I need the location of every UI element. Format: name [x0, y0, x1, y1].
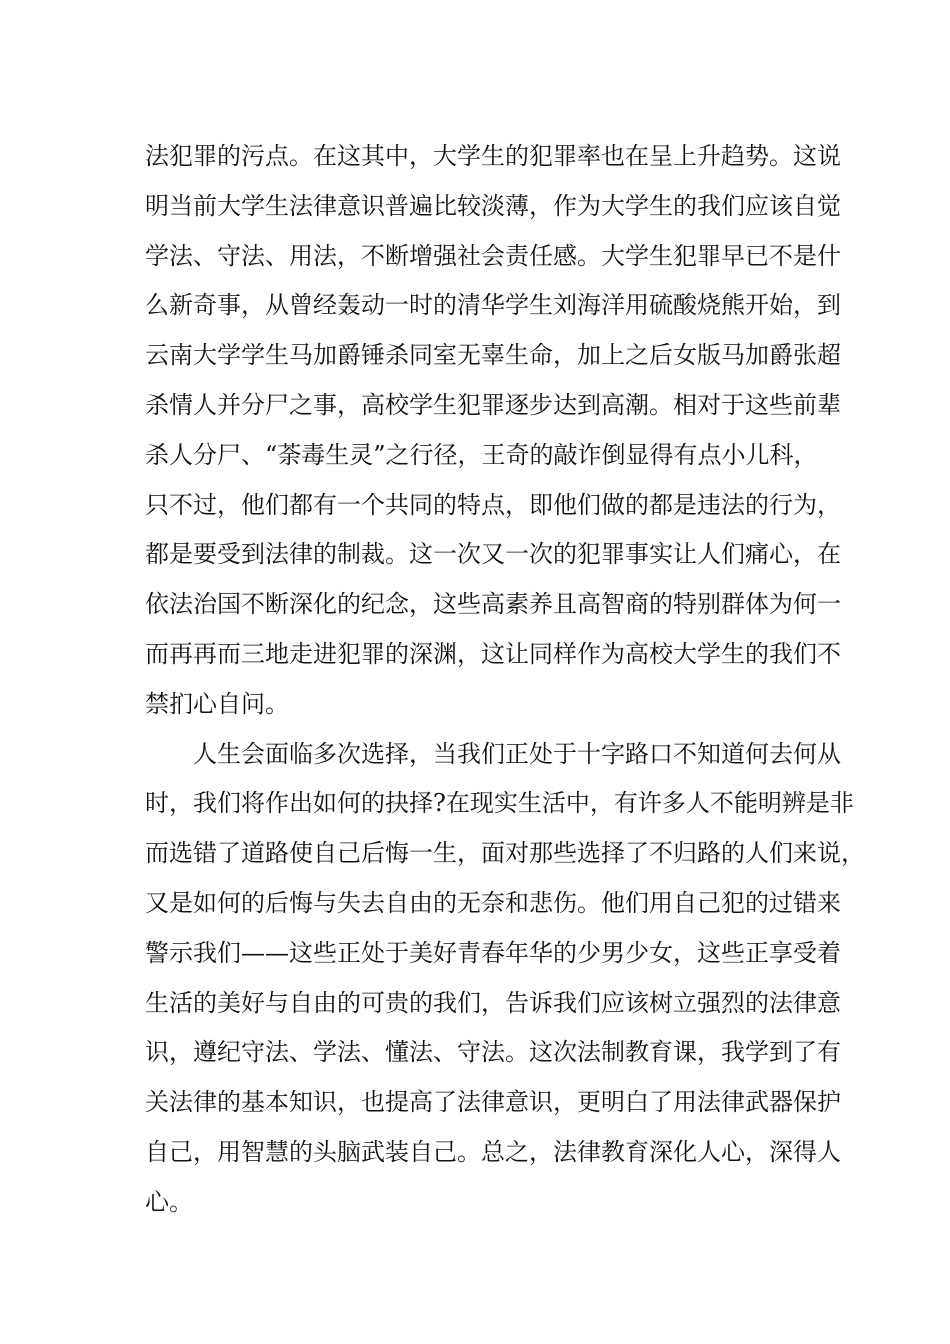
- text-line: 又是如何的后悔与失去自由的无奈和悲伤。他们用自己犯的过错来: [145, 888, 841, 917]
- text-line: 时，我们将作出如何的抉择?在现实生活中，有许多人不能明辨是非: [145, 789, 854, 818]
- text-line: 杀情人并分尸之事，高校学生犯罪逐步达到高潮。相对于这些前辈: [145, 390, 841, 419]
- text-line: 学法、守法、用法，不断增强社会责任感。大学生犯罪早已不是什: [145, 241, 841, 270]
- text-line: 识，遵纪守法、学法、懂法、守法。这次法制教育课，我学到了有: [145, 1038, 841, 1067]
- text-line: 而选错了道路使自己后悔一生，面对那些选择了不归路的人们来说，: [145, 839, 865, 868]
- text-line: 么新奇事，从曾经轰动一时的清华学生刘海洋用硫酸烧熊开始，到: [145, 291, 841, 320]
- text-line: 生活的美好与自由的可贵的我们，告诉我们应该树立强烈的法律意: [145, 988, 841, 1017]
- text-line: 关法律的基本知识，也提高了法律意识，更明白了用法律武器保护: [145, 1088, 841, 1117]
- text-line: 法犯罪的污点。在这其中，大学生的犯罪率也在呈上升趋势。这说: [145, 142, 841, 170]
- text-line: 心。: [145, 1187, 193, 1216]
- text-line: 明当前大学生法律意识普遍比较淡薄，作为大学生的我们应该自觉: [145, 191, 841, 220]
- text-line: 只不过，他们都有一个共同的特点，即他们做的都是违法的行为，: [145, 490, 841, 519]
- paragraph-1: [145, 132, 841, 730]
- text-line: 警示我们——这些正处于美好青春年华的少男少女，这些正享受着: [145, 938, 841, 967]
- text-line: 杀人分尸、“荼毒生灵”之行径，王奇的敲诈倒显得有点小儿科，: [145, 440, 818, 469]
- text-line: 人生会面临多次选择，当我们正处于十字路口不知道何去何从: [193, 739, 841, 768]
- text-line: 依法治国不断深化的纪念，这些高素养且高智商的特别群体为何一: [145, 590, 841, 619]
- body-text: [145, 132, 865, 1228]
- text-line: 都是要受到法律的制裁。这一次又一次的犯罪事实让人们痛心，在: [145, 540, 841, 569]
- text-line: 自己，用智慧的头脑武装自己。总之，法律教育深化人心，深得人: [145, 1137, 841, 1166]
- text-line: 禁扪心自问。: [145, 689, 289, 718]
- text-line: 云南大学学生马加爵锤杀同室无辜生命，加上之后女版马加爵张超: [145, 341, 841, 370]
- text-line: 而再再而三地走进犯罪的深渊，这让同样作为高校大学生的我们不: [145, 639, 841, 668]
- paragraph-2: [145, 730, 865, 1228]
